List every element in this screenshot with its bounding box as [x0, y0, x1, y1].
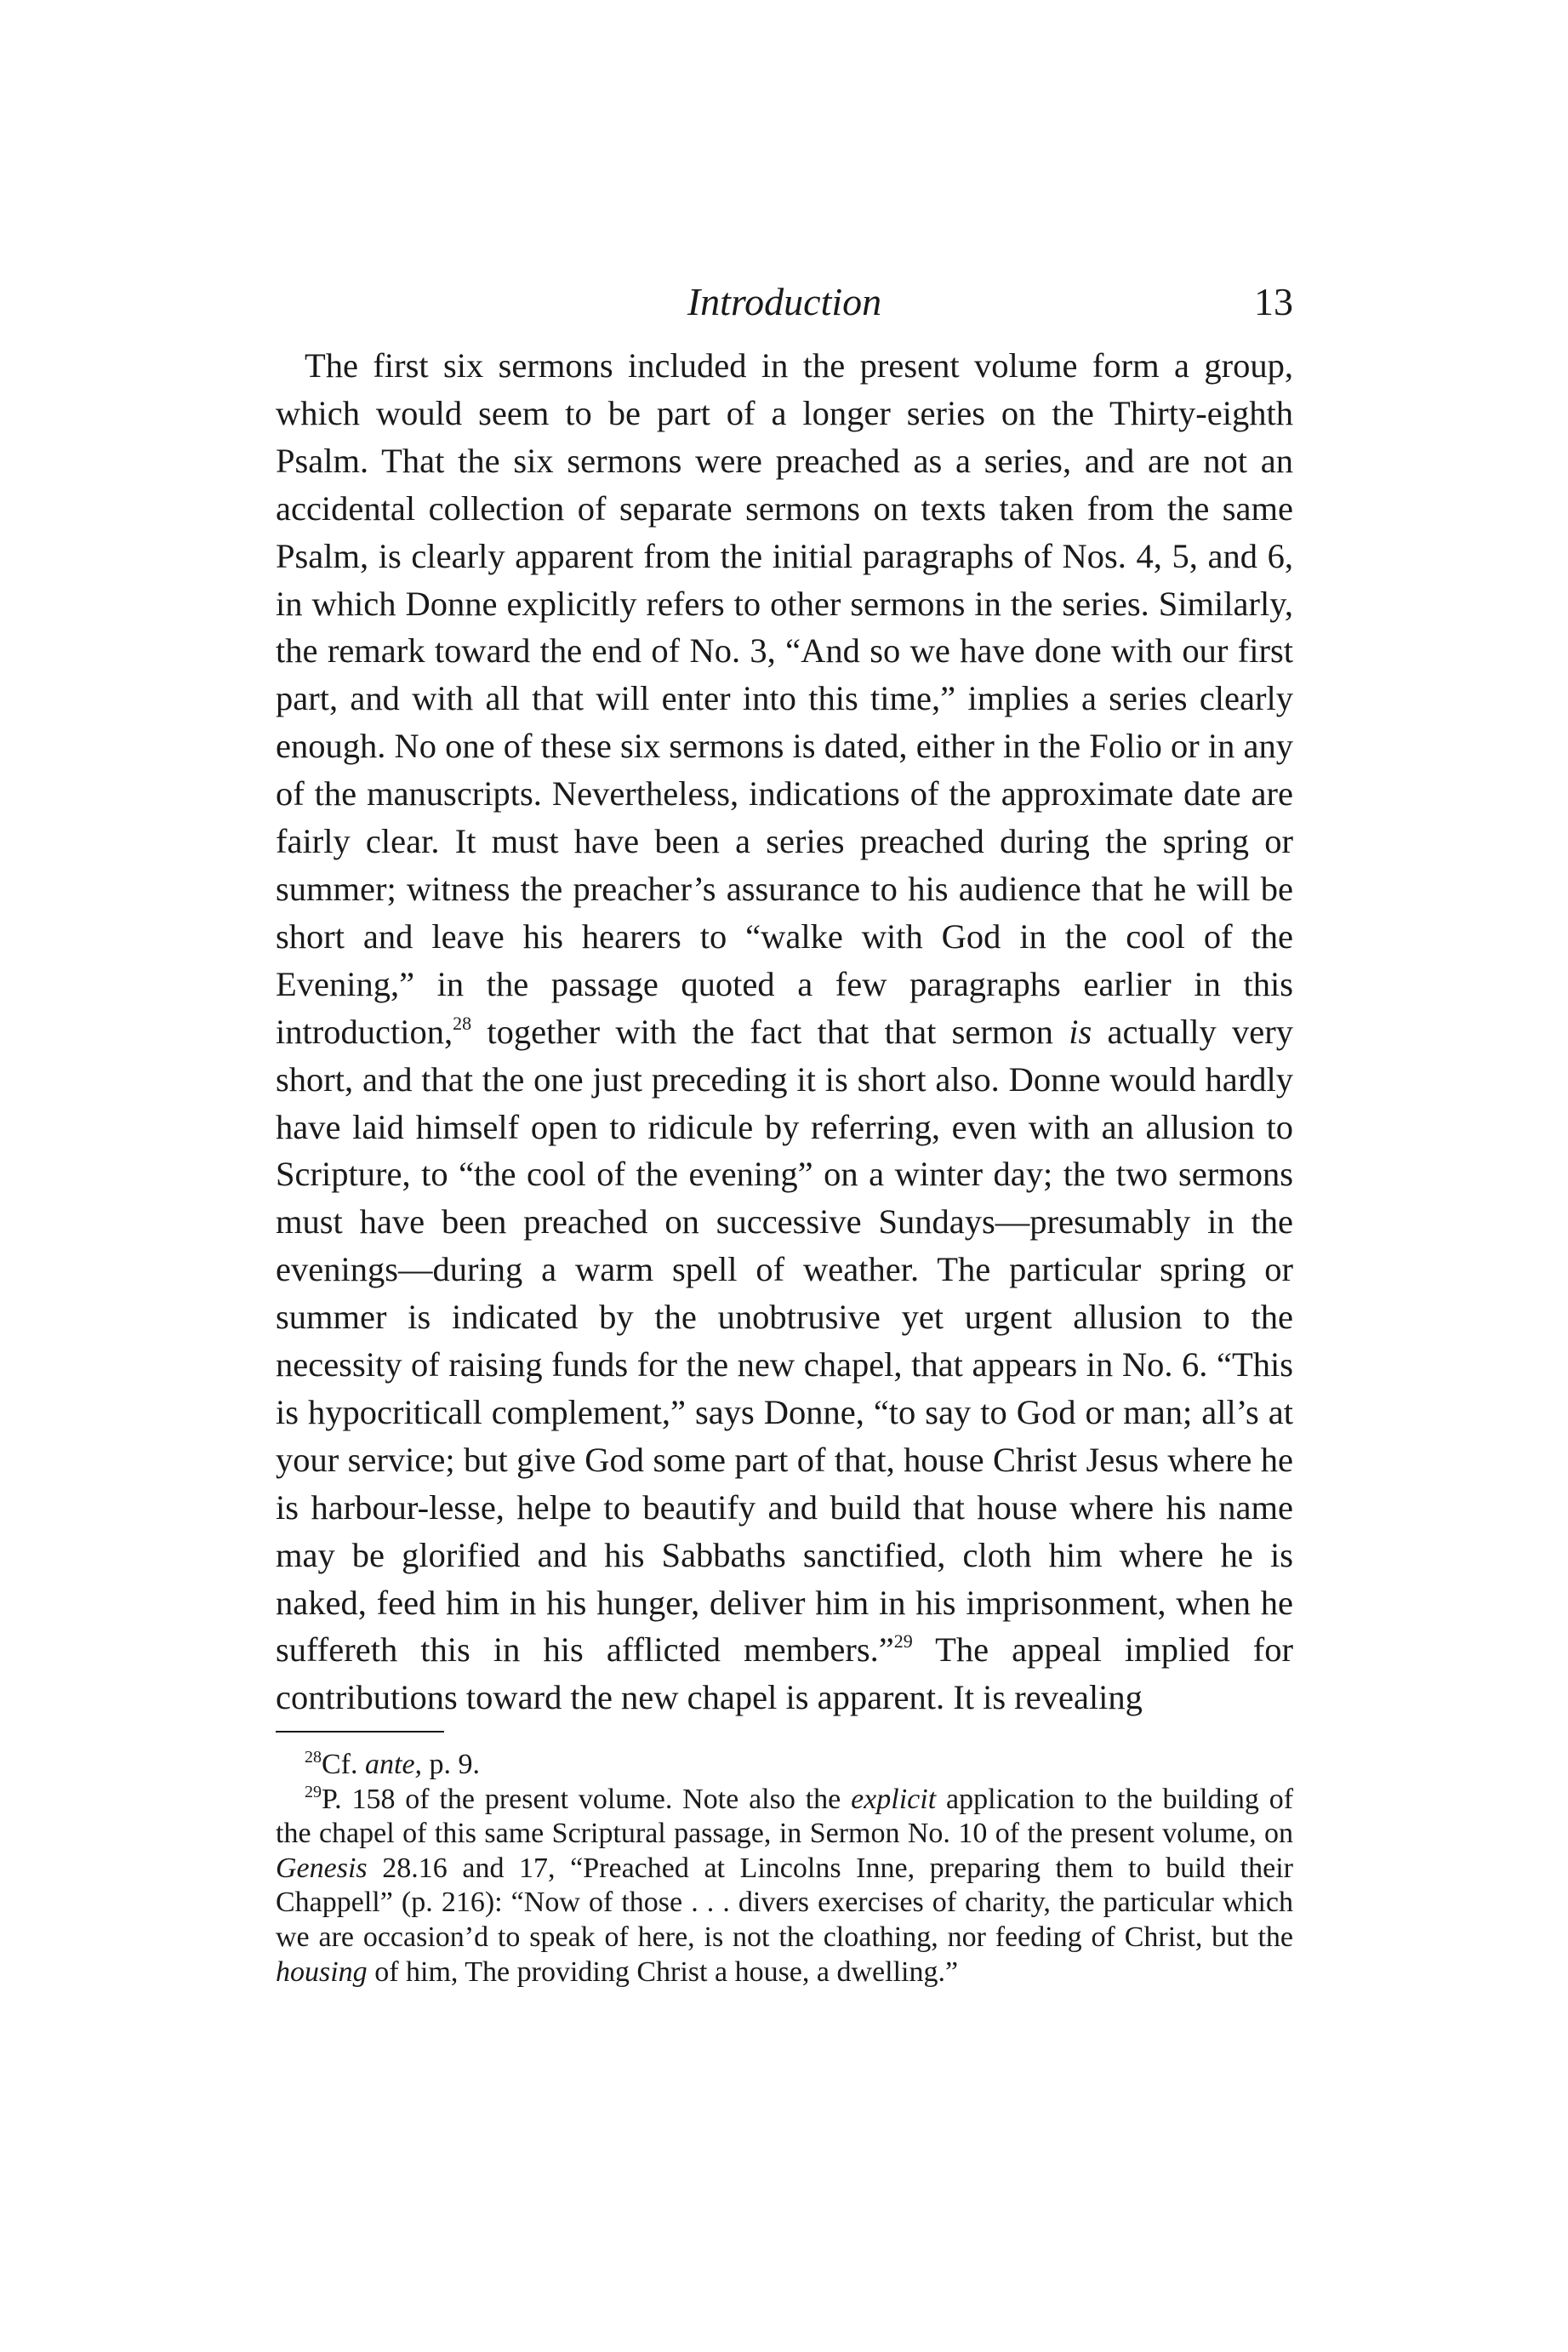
body-paragraph — [276, 342, 1293, 1721]
footnote-text: application to the building of the chapel of this same Scriptural passage, in Sermon No. 10 of the present volume, on — [276, 1783, 1294, 1850]
body-text-segment: The first six sermons included in the present volume form a group, which would seem to be part of a longer series on the Thirty-eighth Psalm. That the six sermons were preached as a series, and are not an accidental collection of separate sermons on texts taken from the same Psalm, is clearly apparent from the initial paragraphs of Nos. 4, 5, and 6, in which Donne explicitly refers to other sermons in the series. Similarly, the remark toward the end of No. 3, “And so we have done with our first part, and with all that will enter into this time,” implies a series clearly enough. No one of these six sermons is dated, either in the Folio or in any of the manuscripts. Nevertheless, indications of the approximate date are fairly clear. It must have been a series preached during the spring or summer; witness the preacher’s assurance to his audience that he will be short and leave his hearers to “walke with God in the cool of the Evening,” in the passage quoted a few paragraphs earlier in this introduction, — [276, 346, 1293, 1051]
footnote-marker: 29 — [305, 1782, 322, 1801]
body-text-segment: The appeal implied for contributions toward the new chapel is apparent. It is revealing — [276, 1630, 1293, 1717]
footnote-text: p. 9. — [422, 1749, 481, 1780]
footnote-reference: 28 — [453, 1012, 472, 1034]
footnote — [276, 1783, 1293, 1990]
body-text — [276, 342, 1293, 1721]
footnote-text: 28.16 and 17, “Preached at Lincolns Inne, preparing them to build their Chappell” (p. 216): “Now of those . . . divers exercises of charity, the particular which we are occasion’d to speak of here, is not the cloathing, nor feeding of Christ, but the — [276, 1852, 1293, 1953]
footnote-reference: 29 — [893, 1630, 913, 1653]
emphasis: is — [1069, 1012, 1092, 1051]
footnote-emphasis: housing — [276, 1955, 368, 1988]
footnote-emphasis: ante, — [365, 1749, 423, 1780]
page-number: 13 — [1254, 280, 1293, 323]
body-text-segment: actually very short, and that the one just preceding it is short also. Donne would hardly have laid himself open to ridicule by referring, even with an allusion to Scripture, to “the cool of the evening” on a winter day; the two sermons must have been preached on successive Sundays—presumably in the evenings—during a warm spell of weather. The particular spring or summer is indicated by the unobtrusive yet urgent allusion to the necessity of raising funds for the new chapel, that appears in No. 6. “This is hypocriticall complement,” says Donne, “to say to God or man; all’s at your service; but give God some part of that, house Christ Jesus where he is harbour-lesse, helpe to beautify and build that house where his name may be glorified and his Sabbaths sanctified, cloth him where he is naked, feed him in his hunger, deliver him in his imprisonment, when he suffereth this in his afflicted members.” — [276, 1012, 1293, 1670]
footnote-emphasis: explicit — [851, 1783, 937, 1815]
running-title: Introduction — [687, 280, 882, 323]
footnote-text: of him, The providing Christ a house, a dwelling.” — [367, 1955, 959, 1988]
running-head — [276, 272, 1293, 332]
footnote-rule — [276, 1731, 444, 1733]
body-text-segment: together with the fact that that sermon — [471, 1012, 1069, 1051]
footnote-marker: 28 — [305, 1748, 322, 1767]
footnote-text: Cf. — [322, 1749, 365, 1780]
footnotes — [276, 1748, 1293, 1989]
footnote — [276, 1748, 1293, 1783]
footnote-text: P. 158 of the present volume. Note also the — [322, 1783, 852, 1815]
footnote-emphasis: Genesis — [276, 1852, 368, 1884]
